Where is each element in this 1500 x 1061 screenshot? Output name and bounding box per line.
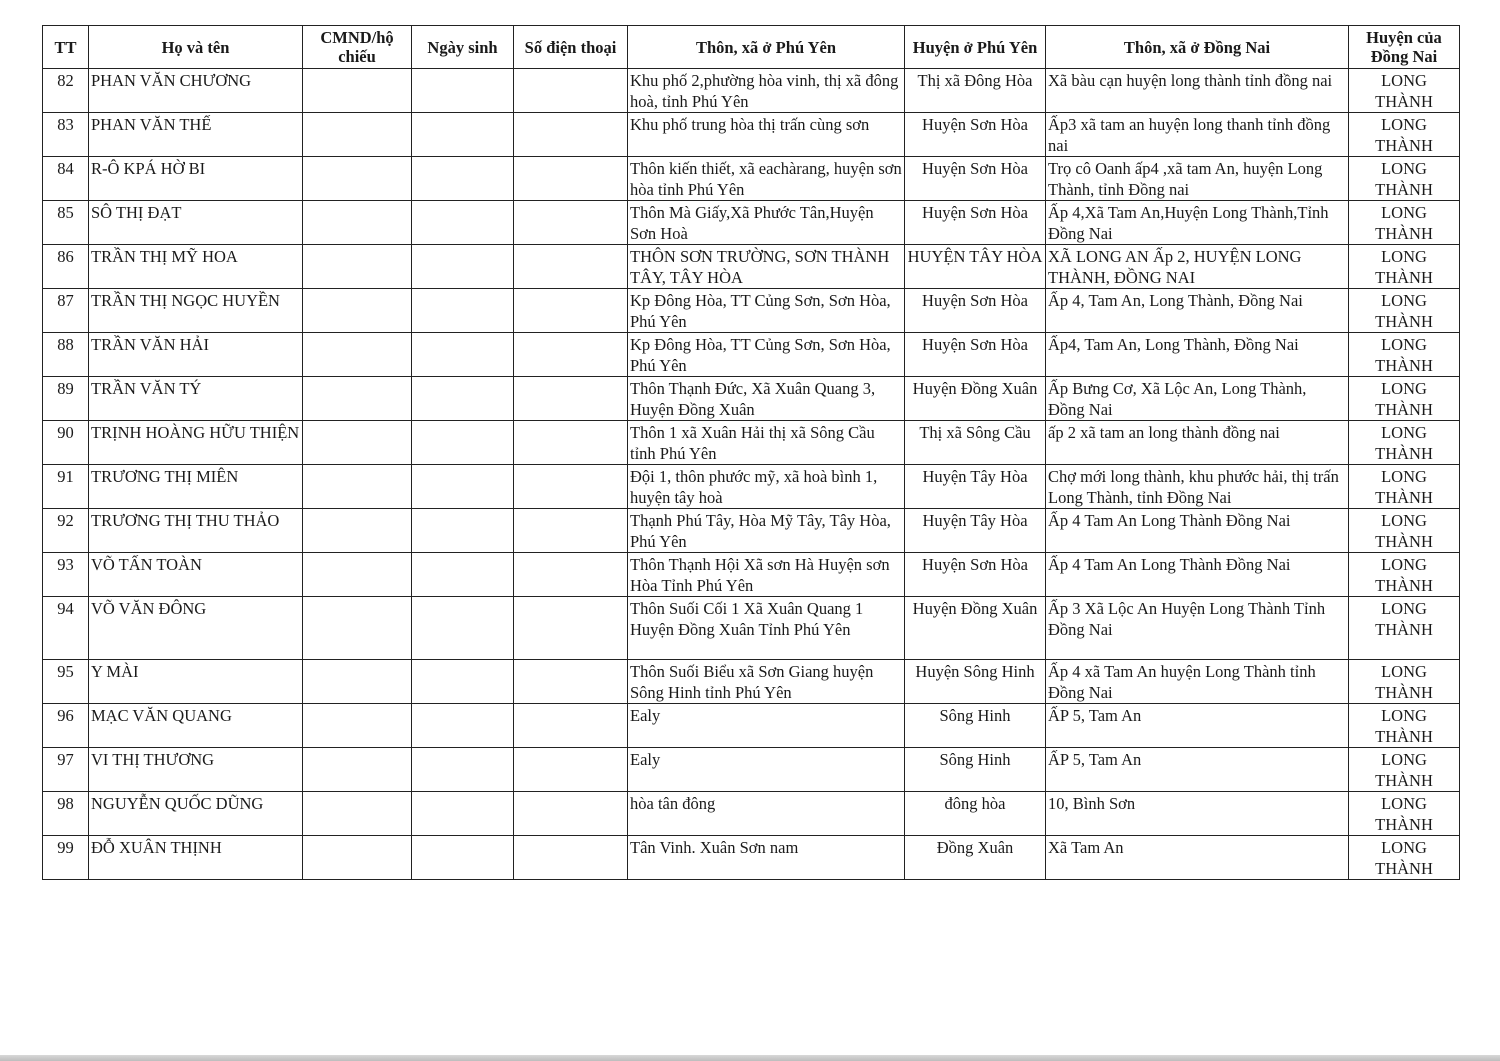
- cell-phone: [514, 465, 628, 509]
- cell-py-commune: Kp Đông Hòa, TT Củng Sơn, Sơn Hòa, Phú Yên: [628, 289, 905, 333]
- cell-tt: 91: [43, 465, 89, 509]
- cell-id-doc: [303, 836, 412, 880]
- cell-name: Y MÀI: [89, 660, 303, 704]
- cell-py-district: Huyện Sơn Hòa: [905, 113, 1046, 157]
- cell-id-doc: [303, 113, 412, 157]
- cell-tt: 96: [43, 704, 89, 748]
- col-header-id-doc: CMND/hộ chiếu: [303, 26, 412, 69]
- cell-dn-district: LONG THÀNH: [1349, 289, 1460, 333]
- cell-py-commune: hòa tân đông: [628, 792, 905, 836]
- cell-dn-commune: Ấp 4 Tam An Long Thành Đồng Nai: [1046, 509, 1349, 553]
- page-bottom-edge: [0, 1055, 1500, 1061]
- cell-py-commune: Ealy: [628, 704, 905, 748]
- cell-py-district: đông hòa: [905, 792, 1046, 836]
- cell-dn-commune: Ấp3 xã tam an huyện long thanh tỉnh đồng nai: [1046, 113, 1349, 157]
- cell-py-commune: Thôn Thạnh Đức, Xã Xuân Quang 3, Huyện Đồng Xuân: [628, 377, 905, 421]
- cell-name: TRỊNH HOÀNG HỮU THIỆN: [89, 421, 303, 465]
- cell-dn-district: LONG THÀNH: [1349, 465, 1460, 509]
- cell-phone: [514, 704, 628, 748]
- cell-id-doc: [303, 597, 412, 660]
- cell-phone: [514, 333, 628, 377]
- cell-phone: [514, 509, 628, 553]
- col-header-py-district: Huyện ở Phú Yên: [905, 26, 1046, 69]
- cell-dob: [412, 377, 514, 421]
- cell-dn-district: LONG THÀNH: [1349, 836, 1460, 880]
- cell-name: NGUYỄN QUỐC DŨNG: [89, 792, 303, 836]
- cell-dob: [412, 245, 514, 289]
- table-row: [43, 289, 1460, 333]
- cell-id-doc: [303, 377, 412, 421]
- cell-dob: [412, 792, 514, 836]
- cell-dob: [412, 597, 514, 660]
- cell-tt: 83: [43, 113, 89, 157]
- cell-dn-district: LONG THÀNH: [1349, 509, 1460, 553]
- cell-dn-commune: ẤP 5, Tam An: [1046, 748, 1349, 792]
- cell-py-district: Huyện Đồng Xuân: [905, 597, 1046, 660]
- cell-tt: 99: [43, 836, 89, 880]
- cell-phone: [514, 748, 628, 792]
- cell-py-district: Huyện Sơn Hòa: [905, 201, 1046, 245]
- cell-tt: 95: [43, 660, 89, 704]
- col-header-dn-district: Huyện của Đồng Nai: [1349, 26, 1460, 69]
- cell-phone: [514, 69, 628, 113]
- cell-phone: [514, 836, 628, 880]
- cell-id-doc: [303, 509, 412, 553]
- cell-py-commune: THÔN SƠN TRƯỜNG, SƠN THÀNH TÂY, TÂY HÒA: [628, 245, 905, 289]
- cell-id-doc: [303, 792, 412, 836]
- cell-id-doc: [303, 421, 412, 465]
- cell-dn-commune: Ấp 4,Xã Tam An,Huyện Long Thành,Tỉnh Đồng Nai: [1046, 201, 1349, 245]
- cell-dn-district: LONG THÀNH: [1349, 553, 1460, 597]
- cell-py-commune: Khu phố 2,phường hòa vinh, thị xã đông hoà, tỉnh Phú Yên: [628, 69, 905, 113]
- header-row: [43, 26, 1460, 69]
- cell-phone: [514, 245, 628, 289]
- table-row: [43, 704, 1460, 748]
- table-row: [43, 245, 1460, 289]
- cell-name: TRẦN VĂN HẢI: [89, 333, 303, 377]
- cell-tt: 87: [43, 289, 89, 333]
- col-header-dob: Ngày sinh: [412, 26, 514, 69]
- cell-dob: [412, 509, 514, 553]
- cell-id-doc: [303, 69, 412, 113]
- cell-dn-district: LONG THÀNH: [1349, 113, 1460, 157]
- cell-name: TRẦN THỊ MỸ HOA: [89, 245, 303, 289]
- roster-body: [43, 69, 1460, 880]
- cell-dn-district: LONG THÀNH: [1349, 748, 1460, 792]
- cell-py-district: Huyện Sông Hinh: [905, 660, 1046, 704]
- cell-dn-commune: Ấp 4 Tam An Long Thành Đồng Nai: [1046, 553, 1349, 597]
- cell-phone: [514, 201, 628, 245]
- cell-py-commune: Thôn Thạnh Hội Xã sơn Hà Huyện sơn Hòa Tỉnh Phú Yên: [628, 553, 905, 597]
- cell-dob: [412, 836, 514, 880]
- cell-tt: 97: [43, 748, 89, 792]
- cell-dn-commune: XÃ LONG AN Ấp 2, HUYỆN LONG THÀNH, ĐỒNG NAI: [1046, 245, 1349, 289]
- roster-table: [42, 25, 1460, 880]
- cell-phone: [514, 377, 628, 421]
- cell-dn-commune: Ấp 4 xã Tam An huyện Long Thành tỉnh Đồng Nai: [1046, 660, 1349, 704]
- cell-phone: [514, 113, 628, 157]
- table-row: [43, 509, 1460, 553]
- cell-dn-district: LONG THÀNH: [1349, 245, 1460, 289]
- cell-dn-commune: Ấp 4, Tam An, Long Thành, Đồng Nai: [1046, 289, 1349, 333]
- cell-phone: [514, 792, 628, 836]
- table-row: [43, 421, 1460, 465]
- cell-dob: [412, 157, 514, 201]
- cell-name: R-Ô KPÁ HỜ BI: [89, 157, 303, 201]
- table-row: [43, 201, 1460, 245]
- table-row: [43, 69, 1460, 113]
- cell-tt: 89: [43, 377, 89, 421]
- cell-dn-district: LONG THÀNH: [1349, 377, 1460, 421]
- cell-dn-commune: Ấp4, Tam An, Long Thành, Đồng Nai: [1046, 333, 1349, 377]
- cell-py-district: Thị xã Đông Hòa: [905, 69, 1046, 113]
- cell-name: SÔ THỊ ĐẠT: [89, 201, 303, 245]
- cell-name: PHAN VĂN CHƯƠNG: [89, 69, 303, 113]
- cell-tt: 98: [43, 792, 89, 836]
- cell-tt: 84: [43, 157, 89, 201]
- cell-dn-district: LONG THÀNH: [1349, 660, 1460, 704]
- cell-dn-commune: Xã Tam An: [1046, 836, 1349, 880]
- col-header-tt: TT: [43, 26, 89, 69]
- cell-py-district: Huyện Tây Hòa: [905, 509, 1046, 553]
- cell-dn-commune: 10, Bình Sơn: [1046, 792, 1349, 836]
- table-row: [43, 465, 1460, 509]
- cell-dob: [412, 333, 514, 377]
- cell-dn-commune: Ấp 3 Xã Lộc An Huyện Long Thành Tỉnh Đồng Nai: [1046, 597, 1349, 660]
- cell-name: VI THỊ THƯƠNG: [89, 748, 303, 792]
- table-row: [43, 333, 1460, 377]
- cell-id-doc: [303, 333, 412, 377]
- cell-tt: 92: [43, 509, 89, 553]
- cell-dob: [412, 289, 514, 333]
- cell-py-district: Đồng Xuân: [905, 836, 1046, 880]
- cell-dob: [412, 660, 514, 704]
- table-row: [43, 660, 1460, 704]
- cell-dn-district: LONG THÀNH: [1349, 792, 1460, 836]
- cell-dn-district: LONG THÀNH: [1349, 157, 1460, 201]
- cell-py-commune: Thôn Mà Giấy,Xã Phước Tân,Huyện Sơn Hoà: [628, 201, 905, 245]
- cell-dn-commune: ấp 2 xã tam an long thành đồng nai: [1046, 421, 1349, 465]
- cell-id-doc: [303, 553, 412, 597]
- table-row: [43, 792, 1460, 836]
- cell-py-commune: Khu phố trung hòa thị trấn cùng sơn: [628, 113, 905, 157]
- cell-name: TRẦN VĂN TÝ: [89, 377, 303, 421]
- cell-dn-district: LONG THÀNH: [1349, 421, 1460, 465]
- cell-dn-district: LONG THÀNH: [1349, 201, 1460, 245]
- cell-py-commune: Thạnh Phú Tây, Hòa Mỹ Tây, Tây Hòa, Phú Yên: [628, 509, 905, 553]
- cell-py-district: Thị xã Sông Cầu: [905, 421, 1046, 465]
- cell-id-doc: [303, 245, 412, 289]
- table-row: [43, 553, 1460, 597]
- cell-id-doc: [303, 660, 412, 704]
- cell-tt: 85: [43, 201, 89, 245]
- cell-name: TRƯƠNG THỊ THU THẢO: [89, 509, 303, 553]
- cell-dob: [412, 553, 514, 597]
- cell-py-commune: Thôn Suối Biểu xã Sơn Giang huyện Sông Hinh tỉnh Phú Yên: [628, 660, 905, 704]
- cell-tt: 90: [43, 421, 89, 465]
- cell-dn-district: LONG THÀNH: [1349, 333, 1460, 377]
- cell-id-doc: [303, 289, 412, 333]
- cell-dob: [412, 69, 514, 113]
- cell-py-district: Huyện Sơn Hòa: [905, 157, 1046, 201]
- cell-dn-commune: Chợ mới long thành, khu phước hải, thị trấn Long Thành, tỉnh Đồng Nai: [1046, 465, 1349, 509]
- cell-phone: [514, 289, 628, 333]
- cell-dn-commune: Trọ cô Oanh ấp4 ,xã tam An, huyện Long Thành, tỉnh Đồng nai: [1046, 157, 1349, 201]
- cell-id-doc: [303, 157, 412, 201]
- table-row: [43, 157, 1460, 201]
- cell-py-commune: Tân Vinh. Xuân Sơn nam: [628, 836, 905, 880]
- cell-py-commune: Thôn Suối Cối 1 Xã Xuân Quang 1 Huyện Đồng Xuân Tỉnh Phú Yên: [628, 597, 905, 660]
- cell-dob: [412, 421, 514, 465]
- cell-name: PHAN VĂN THẾ: [89, 113, 303, 157]
- cell-py-commune: Kp Đông Hòa, TT Củng Sơn, Sơn Hòa, Phú Yên: [628, 333, 905, 377]
- cell-dn-commune: ẤP 5, Tam An: [1046, 704, 1349, 748]
- cell-py-district: Huyện Sơn Hòa: [905, 553, 1046, 597]
- cell-id-doc: [303, 201, 412, 245]
- cell-name: VÕ VĂN ĐÔNG: [89, 597, 303, 660]
- table-row: [43, 597, 1460, 660]
- cell-name: MẠC VĂN QUANG: [89, 704, 303, 748]
- cell-py-district: Huyện Sơn Hòa: [905, 333, 1046, 377]
- cell-py-district: Huyện Tây Hòa: [905, 465, 1046, 509]
- cell-py-district: Huyện Sơn Hòa: [905, 289, 1046, 333]
- cell-tt: 86: [43, 245, 89, 289]
- cell-name: TRẦN THỊ NGỌC HUYỀN: [89, 289, 303, 333]
- cell-phone: [514, 553, 628, 597]
- cell-dn-commune: Ấp Bưng Cơ, Xã Lộc An, Long Thành, Đồng Nai: [1046, 377, 1349, 421]
- cell-py-commune: Thôn 1 xã Xuân Hải thị xã Sông Cầu tỉnh Phú Yên: [628, 421, 905, 465]
- table-row: [43, 113, 1460, 157]
- cell-py-district: Huyện Đồng Xuân: [905, 377, 1046, 421]
- cell-dn-district: LONG THÀNH: [1349, 704, 1460, 748]
- cell-dn-district: LONG THÀNH: [1349, 69, 1460, 113]
- cell-dob: [412, 704, 514, 748]
- cell-py-commune: Đội 1, thôn phước mỹ, xã hoà bình 1, huyện tây hoà: [628, 465, 905, 509]
- cell-phone: [514, 660, 628, 704]
- cell-tt: 82: [43, 69, 89, 113]
- cell-tt: 93: [43, 553, 89, 597]
- cell-dob: [412, 113, 514, 157]
- col-header-name: Họ và tên: [89, 26, 303, 69]
- cell-phone: [514, 421, 628, 465]
- cell-tt: 88: [43, 333, 89, 377]
- col-header-phone: Số điện thoại: [514, 26, 628, 69]
- cell-name: VÕ TẤN TOÀN: [89, 553, 303, 597]
- col-header-dn-commune: Thôn, xã ở Đồng Nai: [1046, 26, 1349, 69]
- cell-py-district: Sông Hinh: [905, 748, 1046, 792]
- cell-dn-commune: Xã bàu cạn huyện long thành tỉnh đồng nai: [1046, 69, 1349, 113]
- cell-id-doc: [303, 704, 412, 748]
- cell-phone: [514, 597, 628, 660]
- cell-name: TRƯƠNG THỊ MIÊN: [89, 465, 303, 509]
- cell-py-district: Sông Hinh: [905, 704, 1046, 748]
- cell-phone: [514, 157, 628, 201]
- cell-dn-district: LONG THÀNH: [1349, 597, 1460, 660]
- col-header-py-commune: Thôn, xã ở Phú Yên: [628, 26, 905, 69]
- table-row: [43, 748, 1460, 792]
- cell-id-doc: [303, 465, 412, 509]
- cell-py-commune: Ealy: [628, 748, 905, 792]
- table-row: [43, 836, 1460, 880]
- cell-id-doc: [303, 748, 412, 792]
- cell-py-district: HUYỆN TÂY HÒA: [905, 245, 1046, 289]
- table-row: [43, 377, 1460, 421]
- cell-dob: [412, 465, 514, 509]
- cell-tt: 94: [43, 597, 89, 660]
- cell-dob: [412, 201, 514, 245]
- cell-py-commune: Thôn kiến thiết, xã eachàrang, huyện sơn hòa tỉnh Phú Yên: [628, 157, 905, 201]
- cell-name: ĐỖ XUÂN THỊNH: [89, 836, 303, 880]
- cell-dob: [412, 748, 514, 792]
